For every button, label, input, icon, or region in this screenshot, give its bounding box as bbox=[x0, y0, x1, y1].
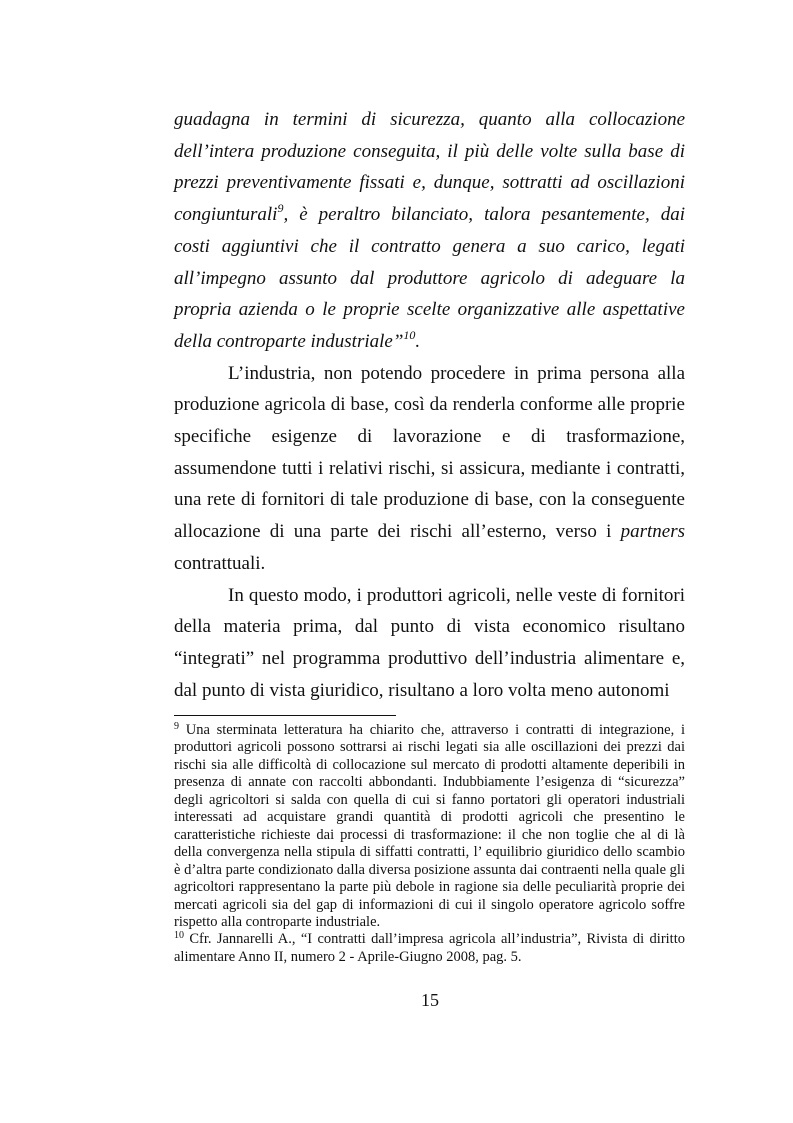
paragraph-producers bbox=[174, 580, 685, 707]
paragraph-industry bbox=[174, 358, 685, 580]
footnote-separator bbox=[174, 715, 396, 716]
paragraph-2-italic: partners bbox=[620, 521, 685, 543]
footnote-10 bbox=[174, 931, 685, 966]
footnote-10-number: 10 bbox=[174, 930, 184, 942]
paragraph-3-text: In questo modo, i produttori agricoli, nelle veste di fornitori della materia prima, dal punto di vista economico risultano “integrati” nel programma produttivo dell’industria alimentare e, dal punto di vista giuridico, risultano a loro volta meno autonomi bbox=[174, 584, 685, 701]
page-number: 15 bbox=[421, 990, 439, 1010]
paragraph-1-text-b: , è peraltro bilanciato, talora pesantemente, dai costi aggiuntivi che il contratto genera a suo carico, legati all’impegno assunto dal produttore agricolo di adeguare la propria azienda o le proprie scelte organizzative alle aspettative della controparte industriale” bbox=[174, 204, 685, 352]
paragraph-quote-continuation bbox=[174, 104, 685, 358]
footnote-9-text: Una sterminata letteratura ha chiarito che, attraverso i contratti di integrazione, i produttori agricoli possono sottrarsi ai rischi legati sia alle oscillazioni dei prezzi dai rischi sia alle difficoltà di collocazione sul mercato di prodotti altamente deperibili in presenza di annate con raccolti abbondanti. Indubbiamente l’esigenza di “sicurezza” degli agricoltori si salda con quella di cui si fanno portatori gli operatori industriali interessati ad acquistare grandi quantità di prodotti agricoli che presentino le caratteristiche richieste dai processi di trasformazione: il che non toglie che al di là della convergenza nella stipula di siffatti contratti, l’ equilibrio giuridico dello scambio è d’altra parte condizionato dalla diversa posizione assunta dai contraenti nella quale gli agricoltori rappresentano la parte più debole in ragione sia delle peculiarità proprie dei mercati agricoli sia del gap di informazioni di cui il singolo operatore agricolo soffre rispetto alla controparte industriale. bbox=[174, 722, 685, 930]
paragraph-1-text-c: . bbox=[415, 330, 421, 352]
footnote-10-text: Cfr. Jannarelli A., “I contratti dall’impresa agricola all’industria”, Rivista di diritto alimentare Anno II, numero 2 - Aprile-Giugno 2008, pag. 5. bbox=[174, 931, 685, 965]
paragraph-2-text: L’industria, non potendo procedere in prima persona alla produzione agricola di base, così da renderla conforme alle proprie specifiche esigenze di lavorazione e di trasformazione, assumendone tutti i relativi rischi, si assicura, mediante i contratti, una rete di fornitori di tale produzione di base, con la conseguente allocazione di una parte dei rischi all’esterno, verso i bbox=[174, 362, 685, 543]
footnote-ref-10[interactable]: 10 bbox=[403, 327, 416, 342]
page-body bbox=[174, 104, 685, 706]
paragraph-2-end: contrattuali. bbox=[174, 552, 266, 574]
footnote-ref-9[interactable]: 9 bbox=[277, 201, 284, 216]
paragraph-1-text-a: guadagna in termini di sicurezza, quanto alla collocazione dell’intera produzione conseguita, il più delle volte sulla base di prezzi preventivamente fissati e, dunque, sottratti ad oscillazioni congiunturali bbox=[174, 109, 685, 226]
footnotes bbox=[174, 722, 685, 966]
footnote-9-number: 9 bbox=[174, 721, 179, 732]
footnote-9 bbox=[174, 722, 685, 931]
